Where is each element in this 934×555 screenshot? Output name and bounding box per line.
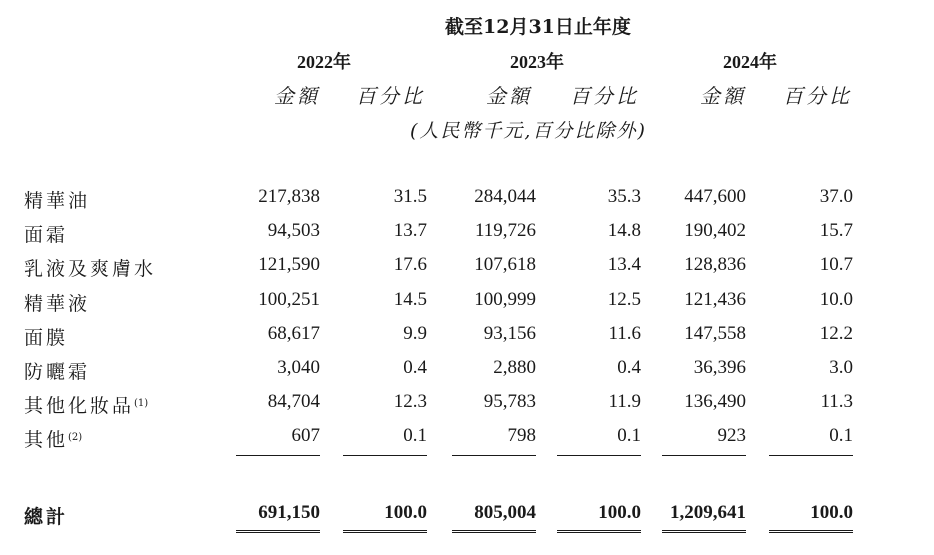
- cell-2022-percent: 14.5: [393, 289, 427, 310]
- year-2024-header: 2024年: [723, 52, 777, 72]
- row-label: [24, 254, 156, 281]
- cell-2024-percent: 10.0: [819, 289, 853, 310]
- total-rule-2024-percent: [769, 530, 853, 536]
- cell-2024-percent: 0.1: [829, 425, 853, 446]
- cell-2024-percent: 12.2: [819, 323, 853, 344]
- row-label-text: 其他: [24, 429, 69, 451]
- subtotal-rule-2024-percent: [769, 455, 853, 456]
- cell-2022-amount: 100,251: [258, 289, 320, 310]
- cell-2023-amount: 95,783: [483, 391, 536, 412]
- subtotal-rule-2024-amount: [662, 455, 746, 456]
- total-2023-amount: 805,004: [474, 502, 536, 523]
- cell-2022-percent: 9.9: [403, 323, 427, 344]
- footnote-marker: (2): [68, 432, 83, 443]
- cell-2022-percent: 13.7: [393, 220, 427, 241]
- row-label: [24, 186, 90, 213]
- cell-2022-amount: 607: [291, 425, 320, 446]
- cell-2023-percent: 0.4: [617, 357, 641, 378]
- cell-2024-percent: 15.7: [819, 220, 853, 241]
- cell-2024-amount: 121,436: [684, 289, 746, 310]
- subtotal-rule-2023-percent: [557, 455, 641, 456]
- row-label: [24, 323, 68, 350]
- cell-2022-percent: 17.6: [393, 254, 427, 275]
- cell-2023-percent: 12.5: [607, 289, 641, 310]
- cell-2023-amount: 100,999: [474, 289, 536, 310]
- cell-2022-percent: 12.3: [393, 391, 427, 412]
- row-label: [24, 289, 90, 316]
- total-rule-2023-amount: [452, 530, 536, 536]
- row-label: [24, 391, 148, 418]
- amount-header-2022: 金額: [274, 84, 320, 108]
- cell-2023-percent: 0.1: [617, 425, 641, 446]
- row-label-text: 精華液: [24, 293, 91, 315]
- cell-2024-amount: 136,490: [684, 391, 746, 412]
- total-rule-2022-amount: [236, 530, 320, 536]
- subtotal-rule-2023-amount: [452, 455, 536, 456]
- cell-2024-amount: 447,600: [684, 186, 746, 207]
- cell-2024-amount: 128,836: [684, 254, 746, 275]
- total-label: 總計: [24, 506, 69, 528]
- cell-2023-amount: 107,618: [474, 254, 536, 275]
- year-2023-header: 2023年: [510, 52, 564, 72]
- total-2024-percent: 100.0: [810, 502, 853, 523]
- percent-header-2023: 百分比: [570, 84, 639, 108]
- cell-2024-percent: 3.0: [829, 357, 853, 378]
- cell-2024-amount: 36,396: [693, 357, 746, 378]
- row-label-text: 面霜: [24, 224, 69, 246]
- row-label: [24, 357, 90, 384]
- percent-header-2024: 百分比: [783, 84, 852, 108]
- cell-2022-amount: 3,040: [277, 357, 320, 378]
- total-2023-percent: 100.0: [598, 502, 641, 523]
- row-label-text: 防曬霜: [24, 361, 91, 383]
- cell-2022-amount: 217,838: [258, 186, 320, 207]
- cell-2022-percent: 0.1: [403, 425, 427, 446]
- total-rule-2022-percent: [343, 530, 427, 536]
- year-2022-header: 2022年: [297, 52, 351, 72]
- cell-2023-percent: 14.8: [607, 220, 641, 241]
- cell-2022-percent: 0.4: [403, 357, 427, 378]
- cell-2022-amount: 68,617: [267, 323, 320, 344]
- total-2024-amount: 1,209,641: [670, 502, 746, 523]
- total-2022-percent: 100.0: [384, 502, 427, 523]
- cell-2023-amount: 2,880: [493, 357, 536, 378]
- total-2022-amount: 691,150: [258, 502, 320, 523]
- cell-2022-amount: 94,503: [267, 220, 320, 241]
- cell-2024-percent: 37.0: [819, 186, 853, 207]
- percent-header-2022: 百分比: [356, 84, 425, 108]
- cell-2022-amount: 84,704: [267, 391, 320, 412]
- row-label-text: 精華油: [24, 190, 91, 212]
- cell-2023-amount: 93,156: [483, 323, 536, 344]
- row-label-text: 面膜: [24, 327, 69, 349]
- cell-2023-amount: 119,726: [474, 220, 536, 241]
- row-label-text: 乳液及爽膚水: [24, 258, 157, 280]
- cell-2023-percent: 13.4: [607, 254, 641, 275]
- cell-2024-amount: 190,402: [684, 220, 746, 241]
- cell-2024-amount: 147,558: [684, 323, 746, 344]
- total-rule-2024-amount: [662, 530, 746, 536]
- cell-2022-percent: 31.5: [393, 186, 427, 207]
- amount-header-2023: 金額: [486, 84, 532, 108]
- total-rule-2023-percent: [557, 530, 641, 536]
- period-header: 截至12月31日止年度: [445, 16, 631, 38]
- cell-2023-percent: 11.6: [608, 323, 641, 344]
- cell-2023-percent: 35.3: [607, 186, 641, 207]
- amount-header-2024: 金額: [700, 84, 746, 108]
- cell-2023-amount: 284,044: [474, 186, 536, 207]
- cell-2024-percent: 11.3: [820, 391, 853, 412]
- cell-2022-amount: 121,590: [258, 254, 320, 275]
- row-label-text: 其他化妝品: [24, 395, 135, 417]
- row-label: [24, 220, 68, 247]
- subtotal-rule-2022-percent: [343, 455, 427, 456]
- row-label: [24, 425, 82, 452]
- subtotal-rule-2022-amount: [236, 455, 320, 456]
- cell-2024-amount: 923: [717, 425, 746, 446]
- cell-2023-percent: 11.9: [608, 391, 641, 412]
- unit-note: (人民幣千元,百分比除外): [410, 120, 647, 142]
- cell-2024-percent: 10.7: [819, 254, 853, 275]
- cell-2023-amount: 798: [507, 425, 536, 446]
- footnote-marker: (1): [134, 398, 149, 409]
